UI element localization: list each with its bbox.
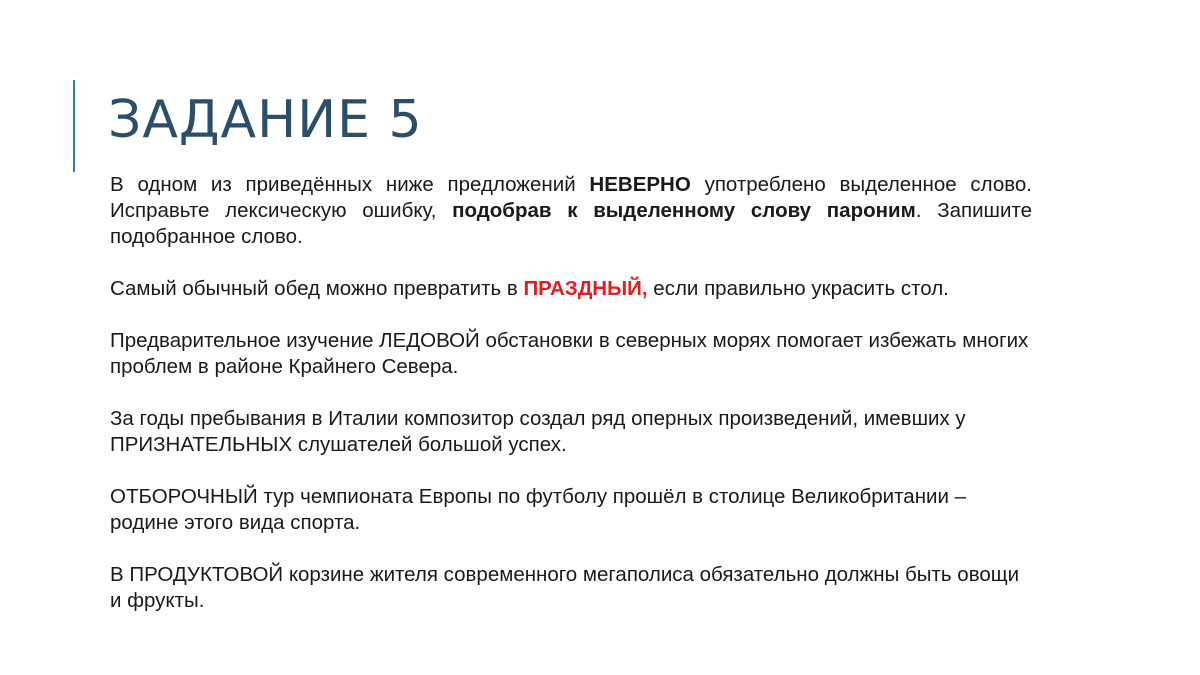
slide-title: ЗАДАНИЕ 5 bbox=[108, 90, 423, 150]
sentence-4: ОТБОРОЧНЫЙ тур чемпионата Европы по футболу прошёл в столице Великобритании – родине этого вида спорта. bbox=[110, 485, 967, 534]
instruction-text-1: В одном из приведённых ниже предложений bbox=[110, 173, 590, 196]
sentence-1-post: если правильно украсить стол. bbox=[647, 277, 949, 300]
slide-content bbox=[110, 172, 1032, 640]
highlighted-word: ПРАЗДНЫЙ, bbox=[523, 277, 648, 300]
instruction-bold-2: подобрав к выделенному слову пароним bbox=[452, 199, 916, 222]
instruction-paragraph bbox=[110, 172, 1032, 250]
title-accent-bar bbox=[73, 80, 75, 172]
sentence-5: В ПРОДУКТОВОЙ корзине жителя современного мегаполиса обязательно должны быть овощи и фрукты. bbox=[110, 563, 1020, 612]
sentence-2: Предварительное изучение ЛЕДОВОЙ обстановки в северных морях помогает избежать многих проблем в районе Крайнего Севера. bbox=[110, 329, 1029, 378]
instruction-text-2: употреблено выделенное слово. Исправьте лексическую ошибку, bbox=[110, 173, 1032, 222]
sentence-1 bbox=[110, 276, 1032, 302]
instruction-bold-1: НЕВЕРНО bbox=[589, 173, 691, 196]
sentence-3: За годы пребывания в Италии композитор создал ряд оперных произведений, имевших у ПРИЗНАТЕЛЬНЫХ слушателей большой успех. bbox=[110, 407, 966, 456]
instruction-text-3: . Запишите подобранное слово. bbox=[110, 199, 1032, 248]
sentence-1-pre: Самый обычный обед можно превратить в bbox=[110, 277, 524, 300]
